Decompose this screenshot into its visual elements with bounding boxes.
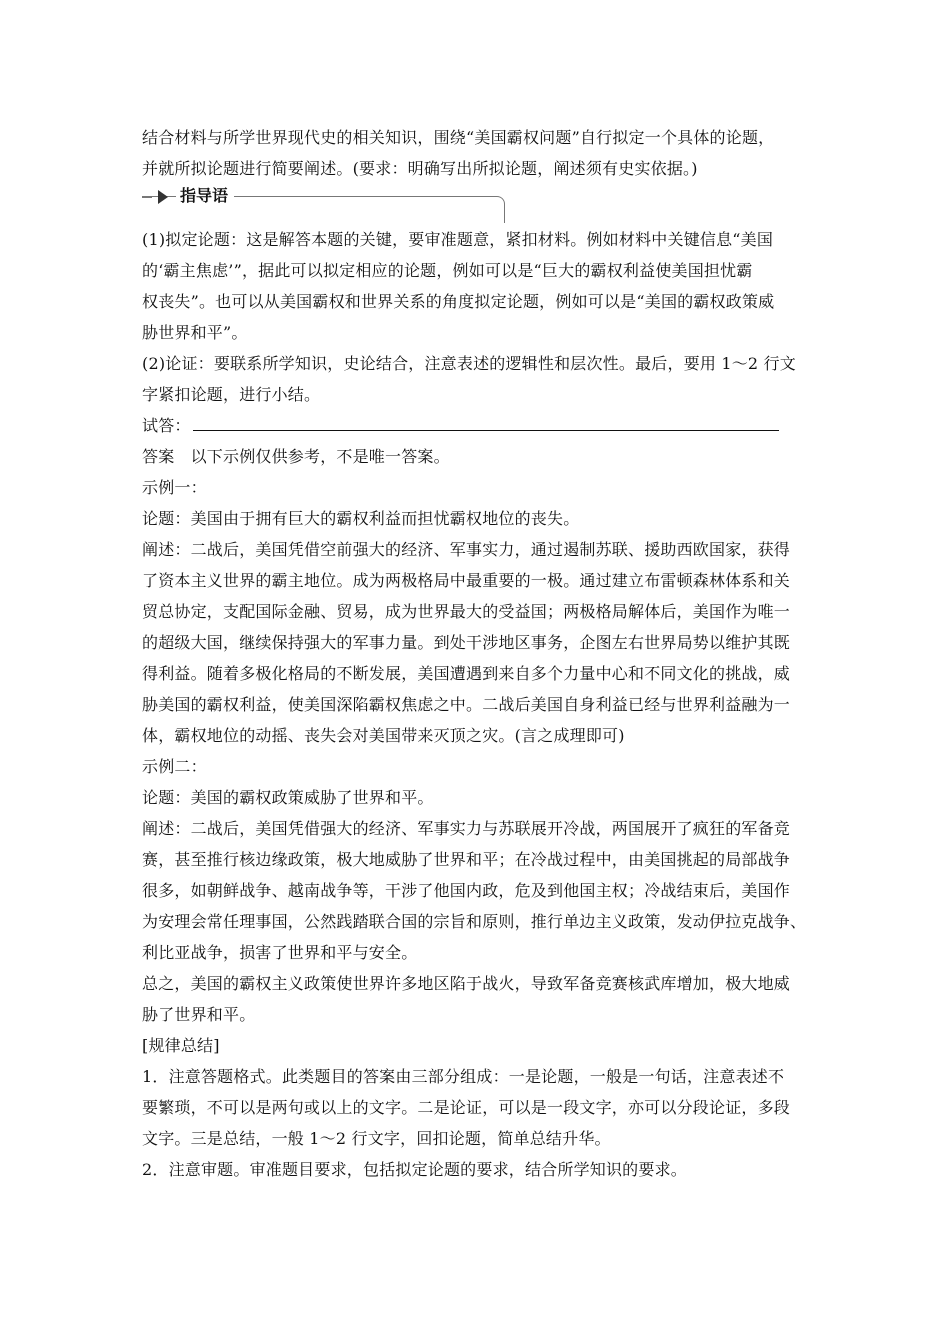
- text-line: 总之，美国的霸权主义政策使世界许多地区陷于战火，导致军备竞赛核武库增加，极大地威: [142, 974, 791, 993]
- text-line: 体，霸权地位的动摇、丧失会对美国带来灭顶之灾。(言之成理即可): [142, 726, 625, 745]
- question-intro: [142, 122, 814, 184]
- guide-rule: [142, 196, 152, 198]
- text-line: 阐述：二战后，美国凭借空前强大的经济、军事实力，通过遏制苏联、援助西欧国家，获得: [142, 540, 791, 559]
- text-line: 字紧扣论题，进行小结。: [142, 385, 321, 404]
- text-line: 胁美国的霸权利益，使美国深陷霸权焦虑之中。二战后美国自身利益已经与世界利益融为一: [142, 695, 791, 714]
- text-line: [规律总结]: [142, 1036, 220, 1055]
- answer-section: [142, 441, 814, 1185]
- document-page: [142, 122, 814, 1185]
- text-line: 的超级大国，继续保持强大的军事力量。到处干涉地区事务，企图左右世界局势以维护其既: [142, 633, 791, 652]
- guide-header: [142, 188, 814, 224]
- text-line: 很多，如朝鲜战争、越南战争等，干涉了他国内政，危及到他国主权；冷战结束后，美国作: [142, 881, 791, 900]
- guide-label: 指导语: [176, 186, 234, 206]
- text-line: 赛，甚至推行核边缘政策，极大地威胁了世界和平；在冷战过程中，由美国挑起的局部战争: [142, 850, 791, 869]
- text-line: 权丧失”。也可以从美国霸权和世界关系的角度拟定论题，例如可以是“美国的霸权政策威: [142, 292, 775, 311]
- text-line: 胁了世界和平。: [142, 1005, 256, 1024]
- triangle-arrow-icon: [158, 190, 168, 204]
- text-line: 文字。三是总结，一般 1～2 行文字，回扣论题，简单总结升华。: [142, 1129, 611, 1148]
- text-line: 2．注意审题。审准题目要求，包括拟定论题的要求，结合所学知识的要求。: [142, 1160, 687, 1179]
- text-line: 胁世界和平”。: [142, 323, 248, 342]
- text-line: 利比亚战争，损害了世界和平与安全。: [142, 943, 418, 962]
- text-line: 了资本主义世界的霸主地位。成为两极格局中最重要的一极。通过建立布雷顿森林体系和关: [142, 571, 791, 590]
- text-line: 贸总协定，支配国际金融、贸易，成为世界最大的受益国；两极格局解体后，美国作为唯一: [142, 602, 791, 621]
- text-line: (2)论证：要联系所学知识，史论结合，注意表述的逻辑性和层次性。最后，要用 1～2 行文: [142, 354, 796, 373]
- answer-blank-line[interactable]: [193, 412, 779, 431]
- text-line: 得利益。随着多极化格局的不断发展，美国遭遇到来自多个力量中心和不同文化的挑战，威: [142, 664, 791, 683]
- text-line: 论题：美国由于拥有巨大的霸权利益而担忧霸权地位的丧失。: [142, 509, 580, 528]
- text-line: 结合材料与所学世界现代史的相关知识，围绕“美国霸权问题”自行拟定一个具体的论题，: [142, 128, 775, 147]
- text-line: 并就所拟论题进行简要阐述。(要求：明确写出所拟论题，阐述须有史实依据。): [142, 159, 698, 178]
- text-line: 阐述：二战后，美国凭借强大的经济、军事实力与苏联展开冷战，两国展开了疯狂的军备竞: [142, 819, 791, 838]
- text-line: 示例一：: [142, 478, 207, 497]
- text-line: 答案 以下示例仅供参考，不是唯一答案。: [142, 447, 450, 466]
- text-line: 1．注意答题格式。此类题目的答案由三部分组成：一是论题，一般是一句话，注意表述不: [142, 1067, 785, 1086]
- trial-label: 试答：: [142, 416, 191, 435]
- trial-answer-row: [142, 410, 814, 441]
- guide-content: [142, 224, 814, 410]
- text-line: 的‘霸主焦虑’”，据此可以拟定相应的论题，例如可以是“巨大的霸权利益使美国担忧霸: [142, 261, 753, 280]
- text-line: 论题：美国的霸权政策威胁了世界和平。: [142, 788, 434, 807]
- text-line: 示例二：: [142, 757, 207, 776]
- text-line: (1)拟定论题：这是解答本题的关键，要审准题意，紧扣材料。例如材料中关键信息“美国: [142, 230, 774, 249]
- text-line: 为安理会常任理事国，公然践踏联合国的宗旨和原则，推行单边主义政策，发动伊拉克战争、: [142, 912, 807, 931]
- text-line: 要繁琐，不可以是两句或以上的文字。二是论证，可以是一段文字，亦可以分段论证，多段: [142, 1098, 791, 1117]
